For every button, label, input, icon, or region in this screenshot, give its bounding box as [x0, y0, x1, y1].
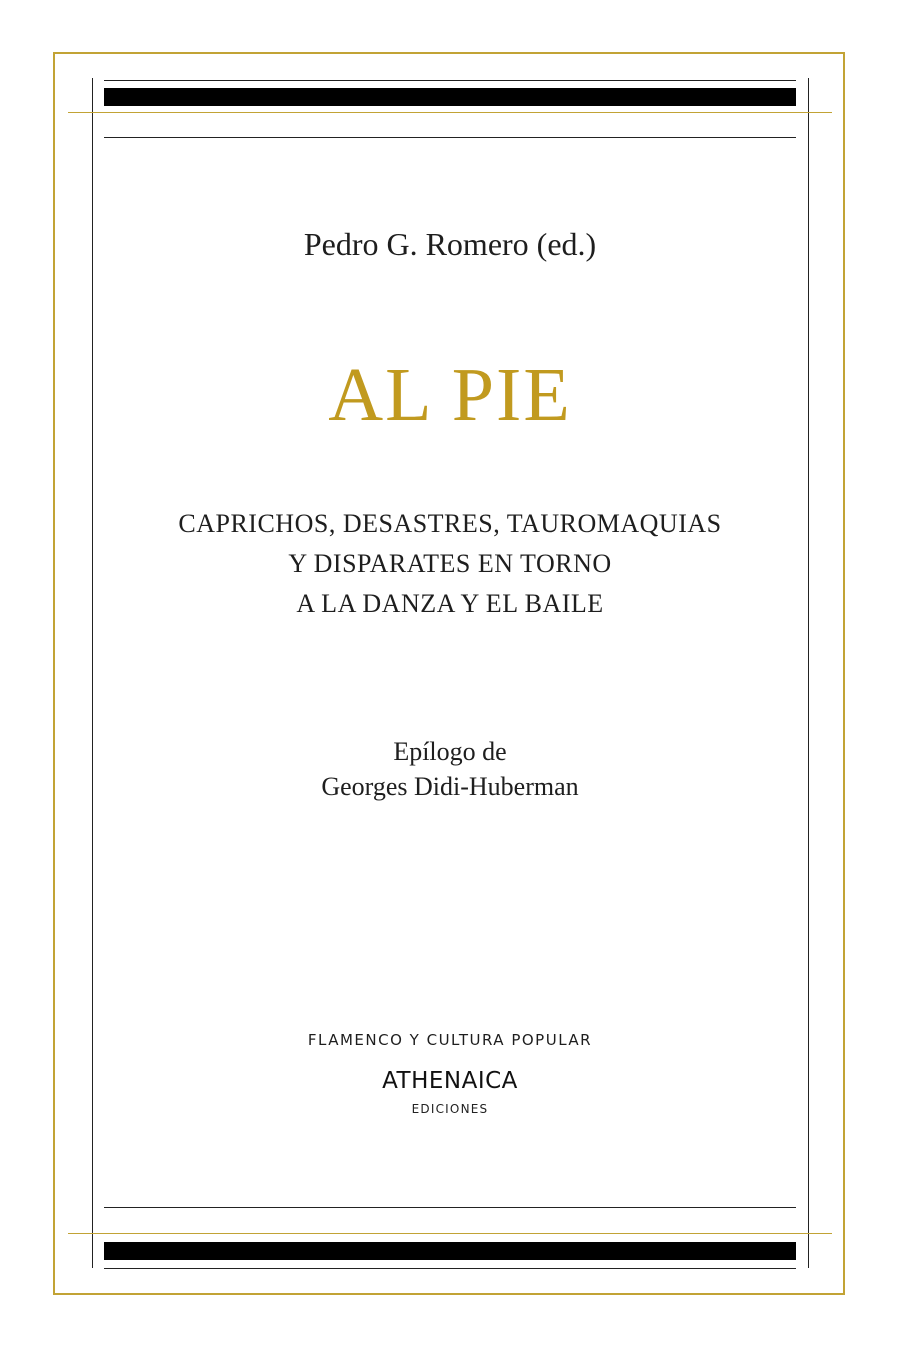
epilogue-credit: [0, 734, 900, 804]
bottom-thick-bar: [104, 1242, 796, 1260]
subtitle-line: CAPRICHOS, DESASTRES, TAUROMAQUIAS: [178, 509, 722, 538]
top-thin-rule-upper: [104, 80, 796, 81]
top-thick-bar: [104, 88, 796, 106]
collection-name: FLAMENCO Y CULTURA POPULAR: [307, 1031, 593, 1049]
subtitle-line: Y DISPARATES EN TORNO: [288, 549, 612, 578]
subtitle-line: A LA DANZA Y EL BAILE: [296, 589, 604, 618]
epilogue-label: Epílogo de: [393, 737, 507, 766]
publisher-logo: ATHENAICA: [382, 1068, 518, 1094]
bottom-thin-rule-upper: [104, 1207, 796, 1208]
top-gold-crop-line: [68, 112, 832, 113]
author-name: Pedro G. Romero (ed.): [303, 226, 597, 262]
book-subtitle: [0, 504, 900, 624]
bottom-gold-crop-line: [68, 1233, 832, 1234]
bottom-thin-rule-lower: [104, 1268, 796, 1269]
top-thin-rule-lower: [104, 137, 796, 138]
epilogue-author: Georges Didi-Huberman: [321, 772, 579, 801]
book-title: AL PIE: [328, 353, 572, 437]
publisher-subtitle: EDICIONES: [411, 1102, 489, 1116]
